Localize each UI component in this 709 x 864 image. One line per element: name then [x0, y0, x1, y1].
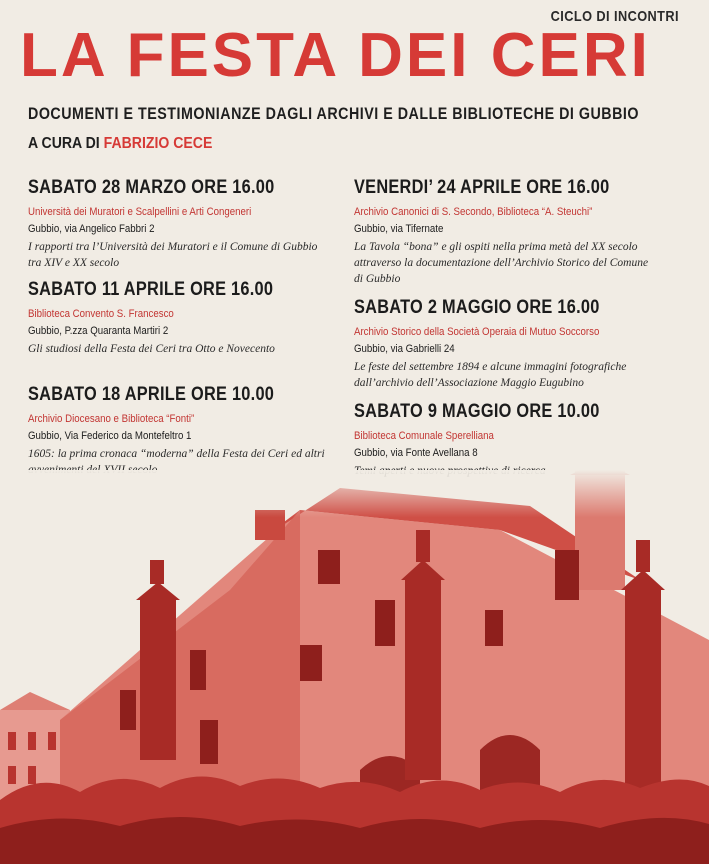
event-address: Gubbio, via Angelico Fabbri 2 [28, 223, 155, 235]
curator-name: FABRIZIO CECE [103, 135, 213, 152]
event-venue: Biblioteca Comunale Sperelliana [354, 430, 494, 442]
event-address: Gubbio, P.zza Quaranta Martiri 2 [28, 325, 169, 337]
event-address: Gubbio, via Tifernate [354, 223, 444, 235]
event-address: Gubbio, via Gabrielli 24 [354, 343, 455, 355]
page-title: LA FESTA DEI CERI [20, 21, 651, 90]
event-address: Gubbio, Via Federico da Montefeltro 1 [28, 430, 192, 442]
event-description: La Tavola “bona” e gli ospiti nella prima metà del XX secolo attraverso la documentazione dell’Archivio Storico del Comune di Gubbio [354, 241, 649, 285]
event-item [354, 176, 654, 287]
event-description: I rapporti tra l’Università dei Muratori e il Comune di Gubbio tra XIV e XX secolo [28, 241, 318, 269]
event-description: 1605: la prima cronaca “moderna” della Festa dei Ceri ed altri [28, 448, 325, 460]
event-item [28, 176, 328, 271]
event-date: SABATO 18 APRILE ORE 10.00 [28, 384, 275, 405]
event-date: SABATO 2 MAGGIO ORE 16.00 [354, 297, 600, 318]
subtitle: DOCUMENTI E TESTIMONIANZE DAGLI ARCHIVI E DALLE BIBLIOTECHE DI GUBBIO [28, 104, 640, 123]
curator-line [28, 135, 212, 153]
event-date: SABATO 9 MAGGIO ORE 10.00 [354, 401, 600, 422]
event-address: Gubbio, via Fonte Avellana 8 [354, 447, 478, 459]
event-date: SABATO 11 APRILE ORE 16.00 [28, 279, 274, 300]
event-venue: Università dei Muratori e Scalpellini e Arti Congeneri [28, 206, 252, 218]
event-date: SABATO 28 MARZO ORE 16.00 [28, 177, 275, 198]
event-item [354, 400, 654, 479]
event-venue: Archivio Storico della Società Operaia di Mutuo Soccorso [354, 326, 600, 338]
event-date: VENERDI’ 24 APRILE ORE 16.00 [354, 177, 610, 198]
event-item [28, 383, 328, 478]
event-description: Le feste del settembre 1894 e alcune immagini fotografiche dall’archivio dell’Associazione Maggio Eugubino [354, 361, 627, 389]
event-description: Gli studiosi della Festa dei Ceri tra Otto e Novecento [28, 343, 275, 355]
curator-prefix: A CURA DI [28, 135, 100, 152]
event-item [28, 278, 328, 357]
event-venue: Biblioteca Convento S. Francesco [28, 308, 174, 320]
festa-photo-image [0, 470, 709, 864]
event-venue: Archivio Canonici di S. Secondo, Biblioteca “A. Steuchi” [354, 206, 593, 218]
event-item [354, 296, 654, 391]
event-venue: Archivio Diocesano e Biblioteca “Fonti” [28, 413, 195, 425]
cycle-label: CICLO DI INCONTRI [550, 8, 679, 25]
